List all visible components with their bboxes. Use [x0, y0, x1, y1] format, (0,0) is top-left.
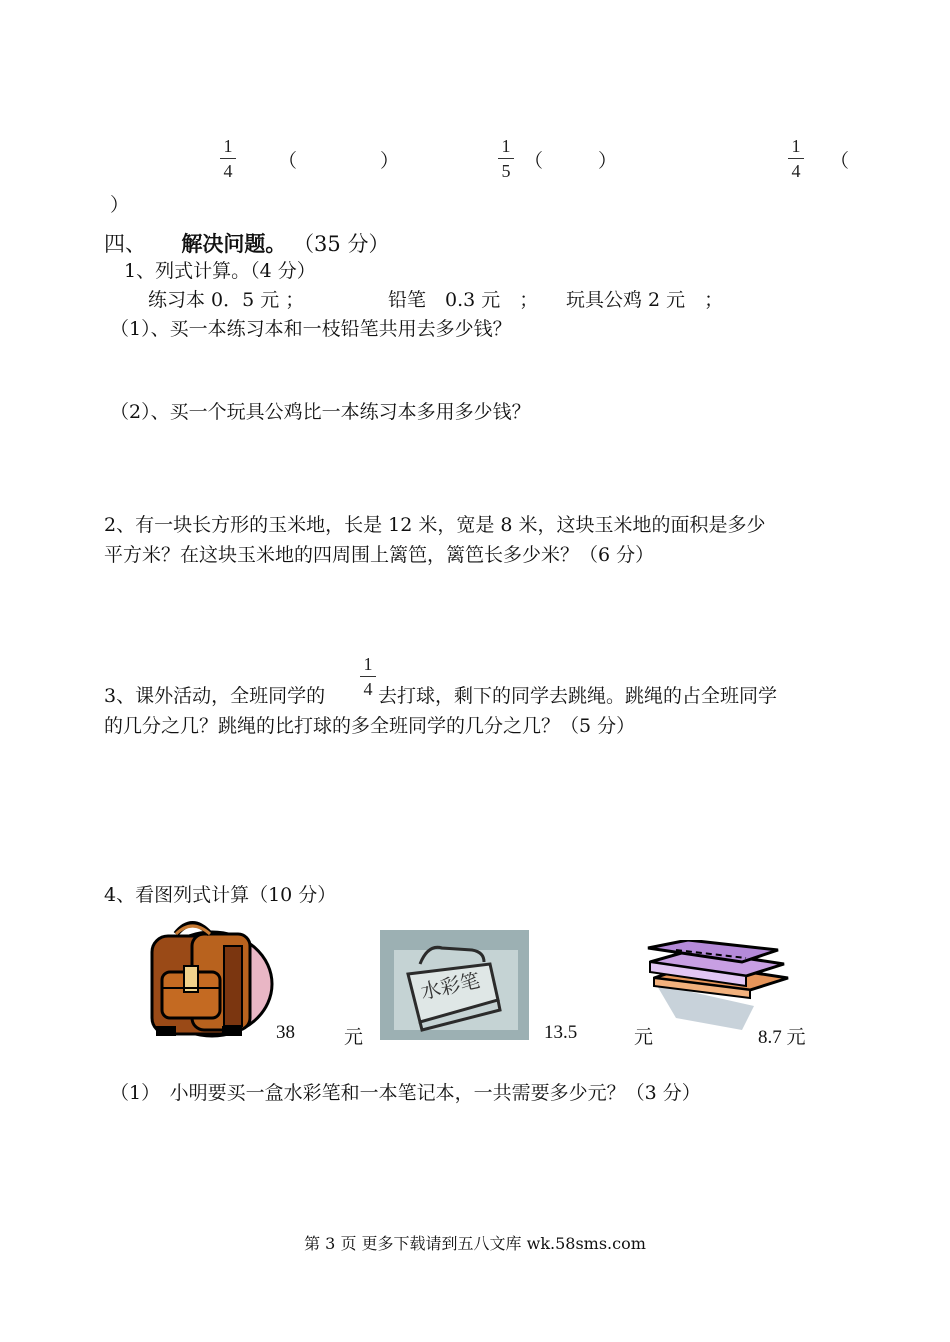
backpack-price-unit: 元	[344, 1026, 364, 1048]
price-item-exercise-book: 练习本 0．5 元 ；	[148, 289, 305, 311]
fraction-denominator: 4	[223, 161, 233, 181]
notebook-price: 8.7 元	[758, 1027, 806, 1048]
answer-paren-open: （	[524, 150, 544, 172]
question-3-line-1-start: 3、课外活动，全班同学的	[104, 685, 326, 707]
answer-paren-close: ）	[380, 150, 400, 172]
question-4-heading: 4、看图列式计算（10 分）	[104, 884, 337, 906]
fraction-one-fifth	[496, 136, 516, 181]
watercolor-price-unit: 元	[634, 1026, 654, 1048]
section-score: （35 分）	[293, 232, 390, 256]
page-footer: 第 3 页 更多下载请到五八文库 wk.58sms.com	[304, 1234, 646, 1253]
fraction-denominator: 5	[501, 161, 511, 181]
watercolor-box-label: 水彩笔	[418, 967, 483, 1004]
answer-paren-close: ）	[110, 194, 130, 216]
question-2-line-1: 2、有一块长方形的玉米地，长是 12 米，宽是 8 米，这块玉米地的面积是多少	[104, 514, 766, 536]
section-heading	[104, 228, 389, 258]
watercolor-price: 13.5	[544, 1022, 578, 1043]
notebook-image	[642, 940, 792, 1032]
backpack-price: 38	[276, 1022, 295, 1043]
fraction-one-quarter	[218, 136, 238, 181]
answer-paren-close: ）	[598, 150, 618, 172]
price-item-toy-rooster: 玩具公鸡 2 元 ；	[566, 289, 724, 311]
fraction-denominator: 4	[363, 679, 373, 699]
answer-paren-open: （	[278, 150, 298, 172]
fraction-numerator: 1	[223, 136, 233, 156]
fraction-one-quarter	[358, 654, 378, 699]
section-number: 四、	[104, 232, 146, 256]
fraction-numerator: 1	[363, 654, 373, 674]
fraction-one-quarter	[786, 136, 806, 181]
question-3-line-1-end: 去打球，剩下的同学去跳绳。跳绳的占全班同学	[378, 685, 778, 707]
fraction-numerator: 1	[501, 136, 511, 156]
watercolor-pen-box-image	[380, 930, 529, 1040]
question-1-heading: 1、列式计算。（4 分）	[124, 260, 316, 282]
answer-paren-open: （	[830, 150, 850, 172]
section-title: 解决问题。	[181, 231, 287, 256]
question-1-sub-2: （2）、买一个玩具公鸡比一本练习本多用多少钱？	[110, 401, 531, 423]
question-2-line-2: 平方米？在这块玉米地的四周围上篱笆，篱笆长多少米？（6 分）	[104, 544, 655, 566]
question-4-sub-1: （1） 小明要买一盒水彩笔和一本笔记本，一共需要多少元？（3 分）	[110, 1082, 701, 1104]
fraction-denominator: 4	[791, 161, 801, 181]
question-3-line-2: 的几分之几？跳绳的比打球的多全班同学的几分之几？（5 分）	[104, 715, 636, 737]
backpack-image	[132, 916, 274, 1044]
question-1-sub-1: （1）、买一本练习本和一枝铅笔共用去多少钱？	[110, 318, 512, 340]
price-item-pencil: 铅笔 0.3 元 ；	[388, 289, 539, 311]
fraction-numerator: 1	[791, 136, 801, 156]
